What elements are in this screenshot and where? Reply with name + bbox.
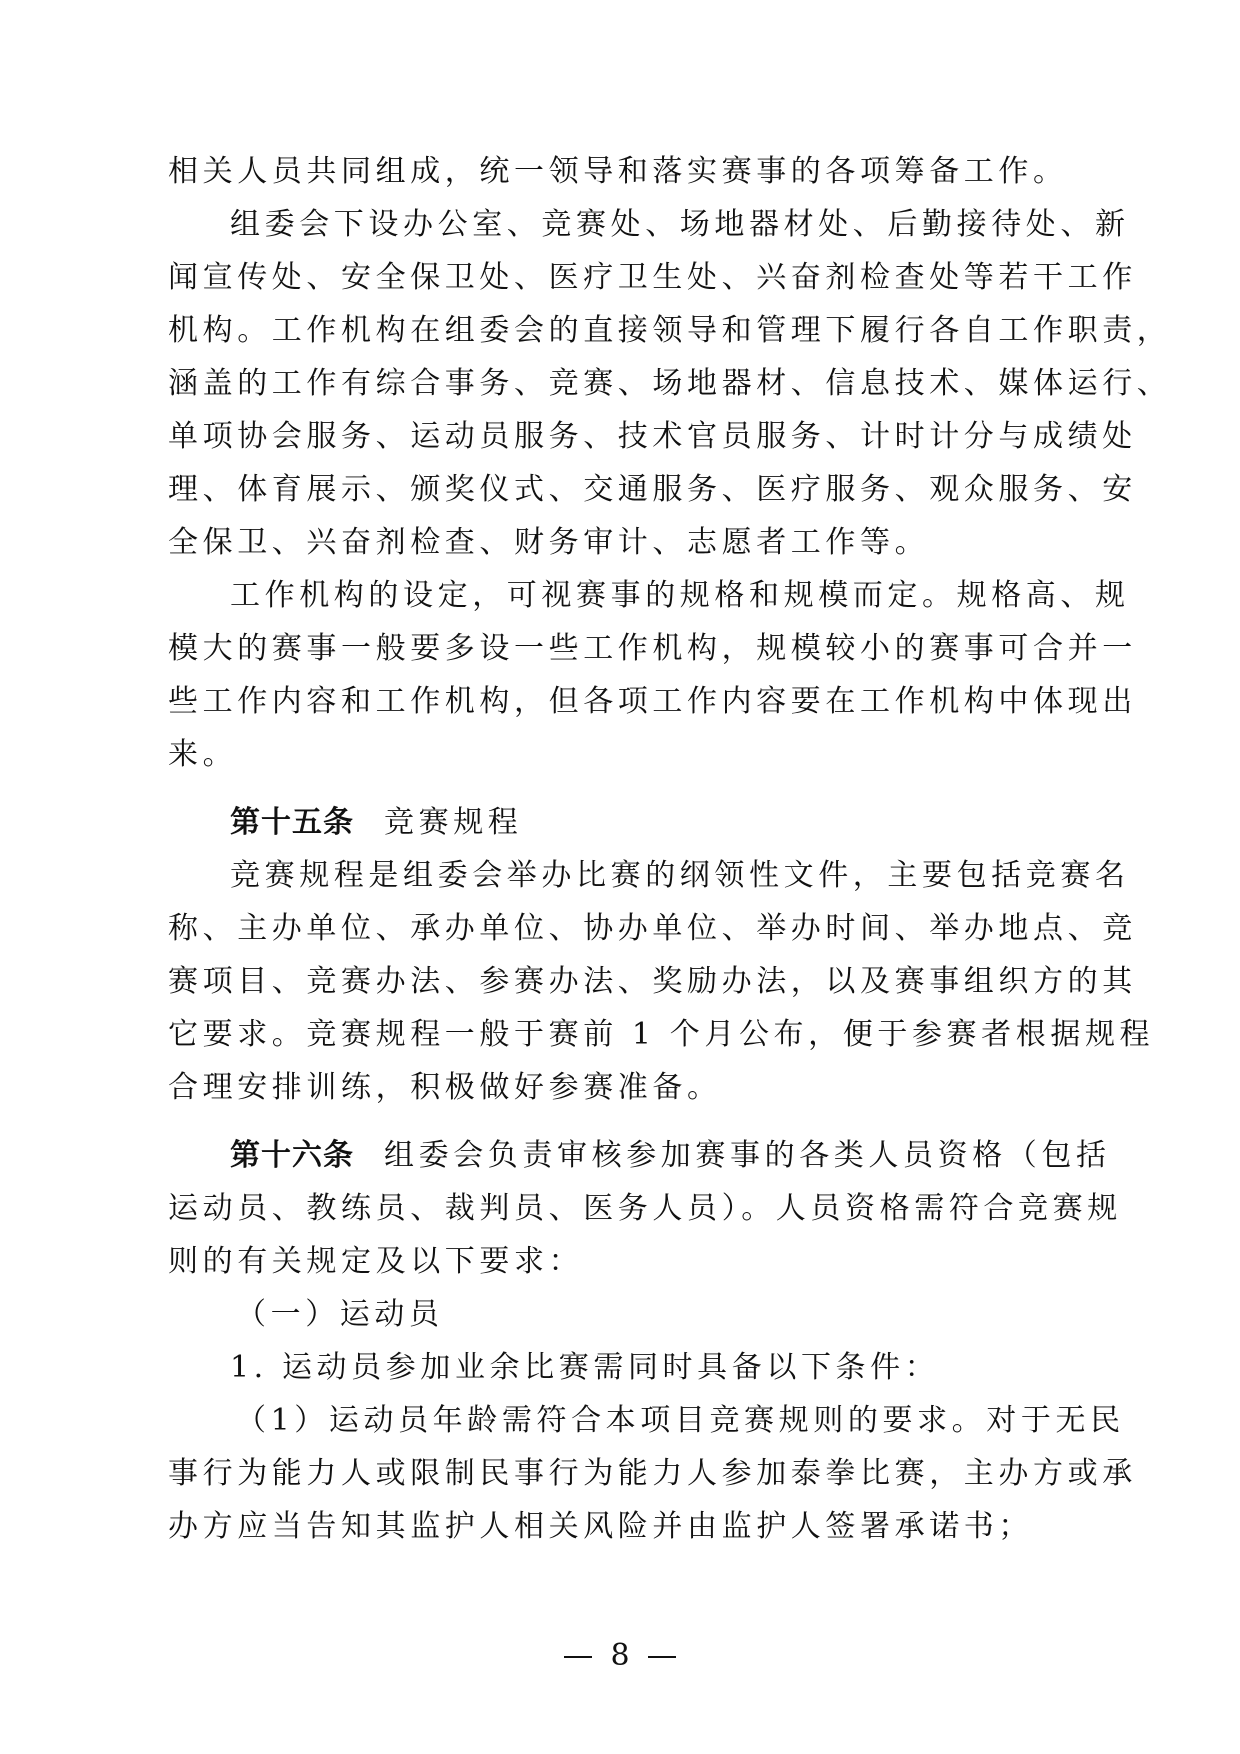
paragraph-line: 赛项目、竞赛办法、参赛办法、奖励办法，以及赛事组织方的其 [168, 964, 1137, 999]
paragraph-line: 涵盖的工作有综合事务、竞赛、场地器材、信息技术、媒体运行、 [168, 366, 1172, 401]
paragraph-line: 它要求。竞赛规程一般于赛前 1 个月公布，便于参赛者根据规程 [168, 1017, 1155, 1052]
paragraph-line: 单项协会服务、运动员服务、技术官员服务、计时计分与成绩处 [168, 419, 1137, 454]
paragraph-line: 办方应当告知其监护人相关风险并由监护人签署承诺书； [168, 1509, 1033, 1544]
subsection-heading: （一）运动员 [236, 1297, 444, 1332]
paragraph-line: 称、主办单位、承办单位、协办单位、举办时间、举办地点、竞 [168, 911, 1137, 946]
paragraph-line: 竞赛规程是组委会举办比赛的纲领性文件，主要包括竞赛名 [230, 858, 1130, 893]
paragraph-line: 合理安排训练，积极做好参赛准备。 [168, 1070, 722, 1105]
page-number: 8 [610, 1638, 630, 1673]
paragraph-line: 模大的赛事一般要多设一些工作机构，规模较小的赛事可合并一 [168, 631, 1137, 666]
paragraph-line: 来。 [168, 737, 238, 772]
paragraph-line: 工作机构的设定，可视赛事的规格和规模而定。规格高、规 [230, 578, 1130, 613]
paragraph-line: 相关人员共同组成，统一领导和落实赛事的各项筹备工作。 [168, 154, 1068, 189]
list-item: 1. 运动员参加业余比赛需同时具备以下条件： [230, 1350, 940, 1385]
paragraph-line: 些工作内容和工作机构，但各项工作内容要在工作机构中体现出 [168, 684, 1137, 719]
footer-dash-right [648, 1656, 676, 1658]
footer-dash-left [564, 1656, 592, 1658]
paragraph-line: （1）运动员年龄需符合本项目竞赛规则的要求。对于无民 [236, 1403, 1125, 1438]
paragraph-line: 运动员、教练员、裁判员、医务人员）。人员资格需符合竞赛规 [168, 1191, 1122, 1226]
paragraph-line: 全保卫、兴奋剂检查、财务审计、志愿者工作等。 [168, 525, 930, 560]
page-footer [0, 1636, 1240, 1676]
article-16-heading [230, 1129, 1110, 1182]
paragraph-line: 事行为能力人或限制民事行为能力人参加泰拳比赛，主办方或承 [168, 1456, 1137, 1491]
article-title: 竞赛规程 [384, 805, 523, 840]
paragraph-line: 理、体育展示、颁奖仪式、交通服务、医疗服务、观众服务、安 [168, 472, 1137, 507]
article-number: 第十六条 [230, 1138, 354, 1173]
article-15-heading [230, 796, 1110, 849]
paragraph-line: 闻宣传处、安全保卫处、医疗卫生处、兴奋剂检查处等若干工作 [168, 260, 1137, 295]
article-number: 第十五条 [230, 805, 354, 840]
paragraph-line: 机构。工作机构在组委会的直接领导和管理下履行各自工作职责， [168, 313, 1172, 348]
article-text: 组委会负责审核参加赛事的各类人员资格（包括 [384, 1138, 1111, 1173]
paragraph-line: 则的有关规定及以下要求： [168, 1244, 584, 1279]
paragraph-line: 组委会下设办公室、竞赛处、场地器材处、后勤接待处、新 [230, 207, 1130, 242]
